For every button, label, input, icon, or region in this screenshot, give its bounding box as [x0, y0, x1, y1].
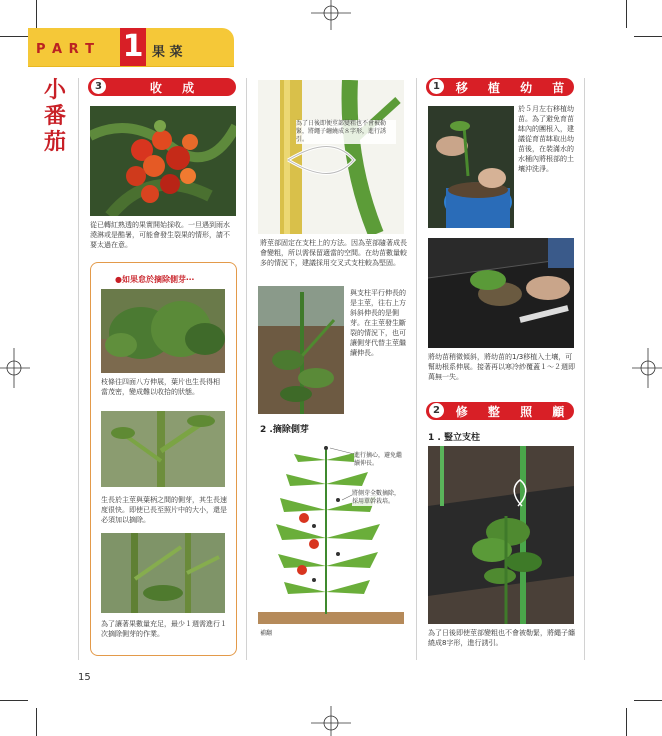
single-stem-label: 將側芽全數摘除，採用單幹栽培。 [352, 490, 404, 506]
side-shoot-closeup-caption: 生長於主莖與葉柄之間的側芽，其生長速度很快。即使已長至照片中的大小，還是必須加以摘除。 [101, 496, 227, 524]
section1-header [426, 78, 574, 96]
section3-header [88, 78, 236, 96]
side-title-char-1: 小 [44, 78, 67, 103]
registration-mark-bottom [311, 706, 351, 736]
weekly-removal-caption: 為了讓著果數量充足，最少１週需進行１次摘除側芽的作業。 [101, 620, 227, 638]
diagram-footnote: 補翻 [260, 630, 273, 637]
part-number: 1 [122, 29, 144, 64]
column-divider-1 [78, 78, 79, 660]
part-header [28, 28, 234, 66]
main-stem-caption: 與支柱平行伸長的是主莖，往右上方斜斜伸長的是側芽。在主莖發生斷裂的情況下，也可讓側芽代替主莖繼續伸長。 [350, 289, 406, 357]
support-method-caption: 將莖部固定在支柱上的方法。因為莖部隨著成長會變粗，所以需保留適當的空間。在幼苗數量較多的情況下，建議採用交叉式支柱較為堅固。 [260, 239, 407, 267]
section1-number: 1 [428, 78, 445, 95]
seedling-wash-photo [428, 106, 514, 228]
part-number-box [120, 28, 146, 66]
section3-number: 3 [90, 78, 107, 95]
harvest-photo [90, 106, 236, 216]
side-shoot-box [90, 262, 237, 656]
category-label: 果 菜 [152, 45, 183, 60]
column-divider-2 [246, 78, 247, 660]
side-shoot-section-label: 2 .摘除側芽 [260, 425, 309, 435]
section3-title: 收 成 [149, 81, 203, 95]
registration-mark-left [0, 348, 30, 388]
side-title-char-2: 番 [44, 104, 67, 129]
figure-eight-overlay-note: 為了日後即便莖部變粗也不會被勒緊，將繩子纏繞成８字形，進行誘引。 [296, 120, 396, 144]
harvest-caption: 從已轉紅熟透的果實開始採收。一旦遇到雨水澆淋或是酷暑，可能會發生裂果的情形，請不要太過在意。 [90, 221, 230, 249]
section1-title: 移 植 幼 苗 [455, 81, 573, 95]
page-number: 15 [78, 672, 91, 683]
topping-label: 進行摘心，避免繼續伸長。 [354, 452, 403, 467]
section2-title: 修 整 照 顧 [455, 405, 573, 419]
weekly-removal-photo [101, 533, 225, 613]
main-stem-photo [258, 286, 344, 414]
seedling-wash-caption: 於５月左右移植幼苗。為了避免育苗缽內的團根入，建議從育苗缽取出幼苗後，在裝滿水的水桶內將根部的土壤沖洗淨。 [518, 105, 574, 173]
stake-caption: 為了日後即使莖部變粗也不會被勒緊，將繩子纏繞成8字形，進行誘引。 [428, 629, 575, 647]
part-label: P A R T [36, 42, 96, 57]
column-divider-3 [416, 78, 417, 660]
registration-mark-right [632, 348, 662, 388]
stake-sub-label: 1 . 豎立支柱 [428, 433, 480, 443]
column-divider-4 [584, 78, 585, 660]
side-shoot-box-title: ●如果怠於摘除側芽⋯ [115, 275, 194, 284]
overgrown-plant-photo [101, 289, 225, 373]
transplant-caption: 將幼苗稍微傾斜，將幼苗的1/3移植入土壤，可幫助根系伸展。接著再以寒冷紗覆蓋１～２週即萬無一失。 [428, 353, 575, 381]
single-stem-diagram [258, 440, 404, 624]
side-title-char-3: 茄 [44, 130, 67, 155]
figure-eight-tie-photo [258, 80, 404, 234]
transplant-photo [428, 238, 574, 348]
registration-mark-top [311, 0, 351, 30]
section2-number: 2 [428, 402, 445, 419]
overgrown-caption: 枝條往四面八方伸展，葉片也生長得相當茂密，變成難以收拾的狀態。 [101, 378, 220, 396]
section2-header [426, 402, 574, 420]
side-shoot-closeup-photo [101, 411, 225, 487]
stake-photo [428, 446, 574, 624]
header-rule [28, 66, 234, 67]
side-title [44, 78, 68, 156]
